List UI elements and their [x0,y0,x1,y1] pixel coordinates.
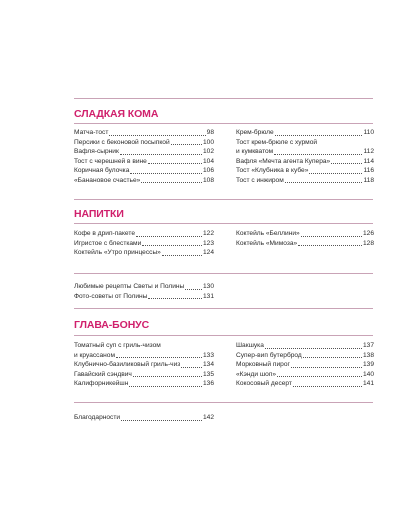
section-divider [74,223,373,224]
section-heading-bonus-chapter: ГЛАВА-БОНУС [74,319,150,331]
toc-entry-title: «Кэнди шоп» [236,370,277,378]
toc-entry-page: 137 [362,342,374,349]
toc-entry[interactable] [74,166,214,176]
toc-entry[interactable] [74,413,214,423]
toc-entry[interactable] [236,370,374,380]
toc-entry-page: 118 [363,176,374,184]
section-divider [74,199,373,200]
toc-entry[interactable] [236,166,374,176]
toc-entry-page: 104 [202,157,214,165]
leader-dots [133,376,202,377]
toc-entry[interactable] [74,370,214,380]
leader-dots [265,348,362,349]
toc-entry[interactable] [74,157,214,167]
toc-entry[interactable] [74,176,214,186]
toc-entry[interactable] [74,379,214,389]
section-divider [74,273,373,274]
leader-dots [130,173,202,174]
leader-dots [162,255,202,256]
section-divider [74,308,373,309]
toc-entry-page: 133 [202,351,214,359]
toc-entry-page: 106 [202,167,214,174]
leader-dots [148,163,202,164]
toc-entry[interactable] [74,248,214,258]
toc-entry[interactable] [74,128,214,138]
toc-entry[interactable] [236,351,374,361]
toc-entry-page: 136 [202,380,214,387]
toc-entry-title: Супер-вип бутерброд [236,351,302,359]
toc-entry[interactable] [236,229,374,239]
leader-dots [120,154,202,155]
toc-column-right [236,341,374,389]
toc-entry-page: 124 [202,249,214,256]
toc-entry-page: 112 [363,148,374,155]
toc-entry-page: 142 [202,414,214,421]
toc-entry-title: Калифорникейшн [74,380,129,387]
toc-entry-page: 108 [202,176,214,184]
leader-dots [331,163,362,164]
toc-entry-title: Гавайский сэндвич [74,370,132,378]
toc-entry-page: 123 [202,239,214,247]
leader-dots [301,236,362,237]
section-heading-drinks: НАПИТКИ [74,208,124,220]
toc-entry[interactable] [236,360,374,370]
toc-column-left [74,282,214,301]
leader-dots [116,357,202,358]
toc-entry-title: Коктейль «Мимоза» [236,239,298,247]
toc-entry[interactable] [236,379,374,389]
toc-entry-page: 122 [202,230,214,237]
toc-column-left [74,229,214,258]
toc-entry-page: 139 [362,361,374,368]
toc-entry[interactable] [74,292,214,302]
leader-dots [136,236,202,237]
toc-entry[interactable] [74,282,214,292]
leader-dots [121,420,202,421]
toc-entry-page: 100 [202,138,214,146]
toc-entry[interactable] [74,229,214,239]
section-divider [74,123,373,124]
toc-entry-page: 130 [202,283,214,290]
section-divider [74,402,373,403]
leader-dots [185,289,202,290]
toc-entry-title: и кумкватом [236,148,274,155]
toc-entry-page: 134 [202,361,214,368]
leader-dots [274,154,362,155]
leader-dots [293,386,362,387]
toc-entry-page: 135 [202,370,214,378]
toc-column-left [74,341,214,389]
toc-entry[interactable] [236,176,374,186]
toc-entry-title: Матча-тост [74,129,109,136]
toc-entry[interactable] [74,360,214,370]
toc-entry-page: 110 [363,129,374,136]
toc-entry[interactable] [236,157,374,167]
toc-entry-title: Крем-брюле [236,129,274,136]
toc-entry-title: Тост с черешней в вине [74,157,147,165]
toc-entry-page: 102 [202,148,214,155]
toc-entry-title: Коричная булочка [74,167,130,174]
leader-dots [275,135,363,136]
leader-dots [291,367,362,368]
leader-dots [298,245,362,246]
toc-entry[interactable] [236,341,374,351]
leader-dots [309,173,362,174]
leader-dots [171,144,202,145]
section-divider [74,98,373,99]
leader-dots [277,376,362,377]
toc-entry-title: Коктейль «Утро принцессы» [74,249,161,256]
toc-entry-page: 140 [362,370,374,378]
toc-entry-page: 126 [362,230,374,237]
toc-entry-title: Клубнично-базиликовый гриль-чиз [74,361,181,368]
toc-entry[interactable] [236,147,374,157]
toc-entry[interactable] [74,147,214,157]
toc-entry-title: Игристое с блестками [74,239,142,247]
toc-entry-page: 98 [206,129,214,136]
toc-entry-title: Тост «Клубника в кубе» [236,167,309,174]
toc-entry-page: 141 [362,380,374,387]
leader-dots [285,182,363,183]
leader-dots [142,245,202,246]
toc-entry-title: Вафля «Мечта агента Купера» [236,157,331,165]
leader-dots [141,182,202,183]
toc-entry-title: Коктейль «Беллини» [236,230,300,237]
toc-entry[interactable] [74,138,214,148]
toc-entry-page: 128 [362,239,374,247]
toc-column-left [74,413,214,423]
leader-dots [181,367,202,368]
toc-entry-title-line1: Томатный суп с гриль-чизом [74,342,161,349]
section-divider [74,335,373,336]
toc-entry-title-line1: Тост крем-брюле с хурмой [236,138,318,146]
toc-entry[interactable] [74,239,214,249]
toc-entry-page: 131 [202,292,214,300]
toc-entry-title: Тост с инжиром [236,176,284,184]
toc-entry-title: Вафля-сырник [74,148,119,155]
toc-entry-page: 138 [362,351,374,359]
toc-entry-title: Морковный пирог [236,361,290,368]
toc-entry[interactable] [236,239,374,249]
leader-dots [148,298,202,299]
toc-column-right [236,128,374,185]
toc-column-left [74,128,214,185]
section-heading-sweet-coma: СЛАДКАЯ КОМА [74,108,159,120]
leader-dots [109,135,205,136]
toc-entry-title: и круассаном [74,351,115,359]
toc-entry[interactable] [236,128,374,138]
toc-entry-page: 116 [363,167,374,174]
toc-entry[interactable] [74,351,214,361]
toc-entry-title: Благодарности [74,414,121,421]
toc-entry-title: Персики с беконовой посыпкой [74,138,170,146]
toc-column-right [236,229,374,248]
toc-entry-title: Кокосовый десерт [236,380,292,387]
toc-entry-page: 114 [363,157,374,165]
leader-dots [129,386,202,387]
toc-entry-title: Шакшука [236,342,264,349]
toc-entry-title: «Банановое счастье» [74,176,141,184]
toc-entry-title: Кофе в дрип-пакете [74,230,135,237]
leader-dots [303,357,362,358]
toc-entry-title: Любимые рецепты Светы и Полины [74,283,185,290]
toc-entry-title: Фото-советы от Полины [74,292,148,300]
